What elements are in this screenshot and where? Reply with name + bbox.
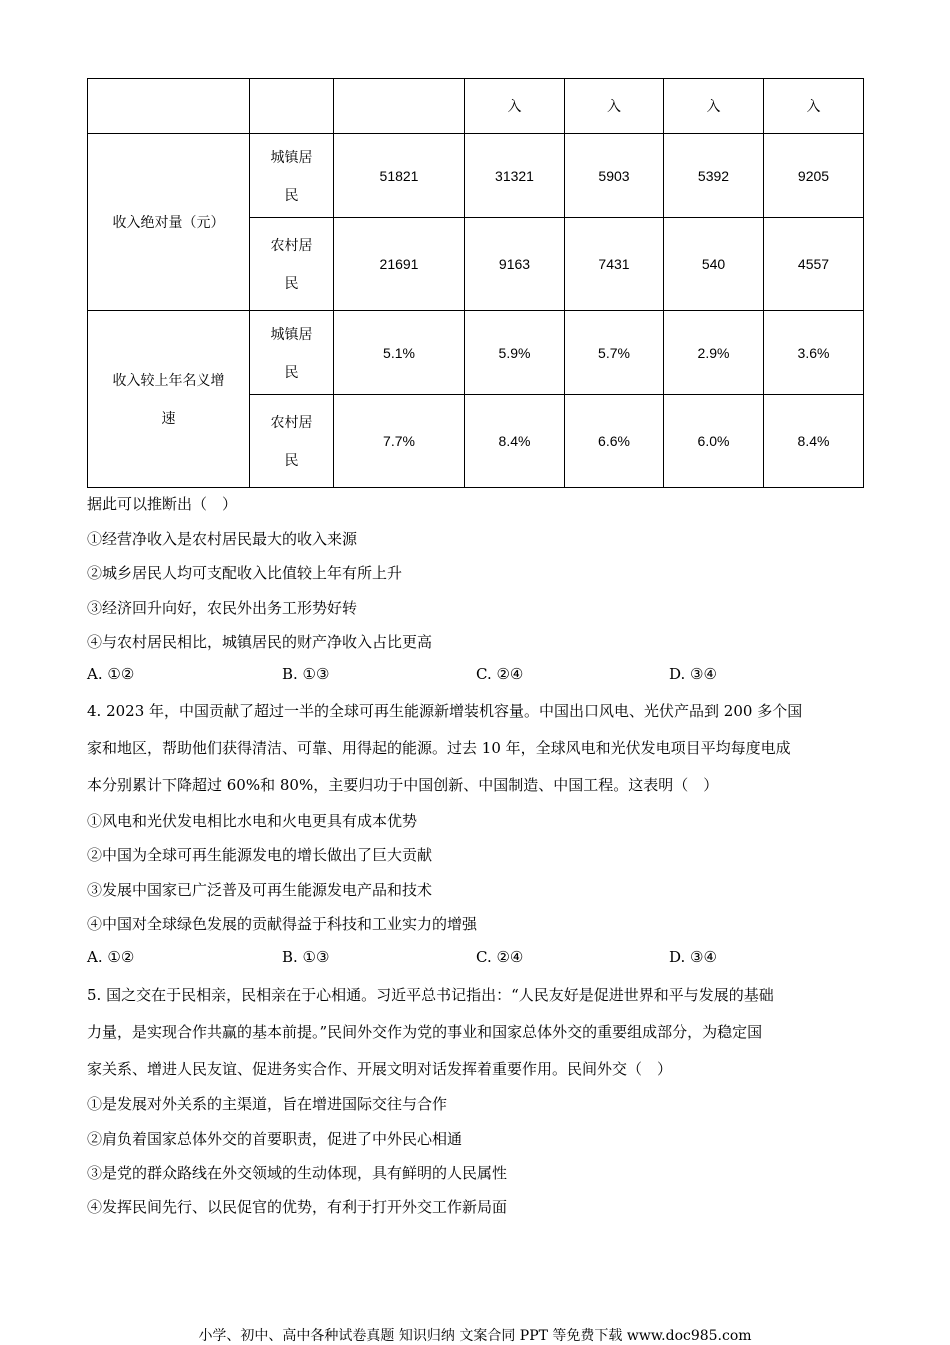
table-cell: 2.9% xyxy=(664,311,764,395)
q5-statement: ④发挥民间先行、以民促官的优势，有利于打开外交工作新局面 xyxy=(87,1198,508,1216)
table-cell: 540 xyxy=(664,218,764,311)
table-cell: 9205 xyxy=(764,134,864,218)
q3-statement: ①经营净收入是农村居民最大的收入来源 xyxy=(87,530,358,548)
q5-stem-line: 力量，是实现合作共赢的基本前提。”民间外交作为党的事业和国家总体外交的重要组成部分，为稳定国 xyxy=(87,1023,763,1041)
option-b[interactable]: B. ①③ xyxy=(282,948,330,966)
option-d[interactable]: D. ③④ xyxy=(669,665,717,683)
table-cell: 8.4% xyxy=(764,395,864,488)
option-c[interactable]: C. ②④ xyxy=(476,665,524,683)
q5-stem-line: 家关系、增进人民友谊、促进务实合作、开展文明对话发挥着重要作用。民间外交（ ） xyxy=(87,1060,673,1078)
q5-statement: ①是发展对外关系的主渠道，旨在增进国际交往与合作 xyxy=(87,1095,448,1113)
table-cell: 4557 xyxy=(764,218,864,311)
header-cell: 入 xyxy=(664,79,764,134)
resident-type: 城镇居 民 xyxy=(250,134,334,218)
q3-stem: 据此可以推断出（ ） xyxy=(87,495,238,513)
table-row xyxy=(88,134,864,218)
header-cell: 入 xyxy=(764,79,864,134)
table-cell: 31321 xyxy=(465,134,565,218)
header-cell xyxy=(250,79,334,134)
q4-stem-line: 4. 2023 年，中国贡献了超过一半的全球可再生能源新增装机容量。中国出口风电、光伏产品到 200 多个国 xyxy=(87,702,803,720)
table-cell: 21691 xyxy=(334,218,465,311)
option-a[interactable]: A. ①② xyxy=(87,948,135,966)
group-label: 收入绝对量（元） xyxy=(88,134,250,311)
resident-type: 农村居 民 xyxy=(250,395,334,488)
header-cell xyxy=(334,79,465,134)
table-cell: 3.6% xyxy=(764,311,864,395)
q4-options xyxy=(87,948,867,968)
page-footer: 小学、初中、高中各种试卷真题 知识归纳 文案合同 PPT 等免费下载 www.doc985.com xyxy=(198,1328,752,1344)
q4-statement: ③发展中国家已广泛普及可再生能源发电产品和技术 xyxy=(87,881,433,899)
table-cell: 5.9% xyxy=(465,311,565,395)
resident-type: 农村居 民 xyxy=(250,218,334,311)
option-d[interactable]: D. ③④ xyxy=(669,948,717,966)
resident-type: 城镇居 民 xyxy=(250,311,334,395)
table-row xyxy=(88,311,864,395)
table-cell: 51821 xyxy=(334,134,465,218)
q3-statement: ②城乡居民人均可支配收入比值较上年有所上升 xyxy=(87,564,403,582)
header-cell: 入 xyxy=(465,79,565,134)
q5-statement: ②肩负着国家总体外交的首要职责，促进了中外民心相通 xyxy=(87,1130,463,1148)
q5-statement: ③是党的群众路线在外交领域的生动体现，具有鲜明的人民属性 xyxy=(87,1164,508,1182)
table-cell: 5903 xyxy=(565,134,664,218)
q3-statement: ③经济回升向好，农民外出务工形势好转 xyxy=(87,599,358,617)
table-cell: 9163 xyxy=(465,218,565,311)
q5-stem-line: 5. 国之交在于民相亲，民相亲在于心相通。习近平总书记指出：“人民友好是促进世界和平与发展的基础 xyxy=(87,986,774,1004)
table-cell: 5.7% xyxy=(565,311,664,395)
q4-stem-line: 家和地区，帮助他们获得清洁、可靠、用得起的能源。过去 10 年，全球风电和光伏发电项目平均每度电成 xyxy=(87,739,791,757)
q4-stem-line: 本分别累计下降超过 60%和 80%，主要归功于中国创新、中国制造、中国工程。这表明（ ） xyxy=(87,776,719,794)
table-cell: 8.4% xyxy=(465,395,565,488)
group-label: 收入较上年名义增 速 xyxy=(88,311,250,488)
header-cell xyxy=(88,79,250,134)
q4-statement: ④中国对全球绿色发展的贡献得益于科技和工业实力的增强 xyxy=(87,915,478,933)
table-cell: 7.7% xyxy=(334,395,465,488)
option-b[interactable]: B. ①③ xyxy=(282,665,330,683)
q4-statement: ②中国为全球可再生能源发电的增长做出了巨大贡献 xyxy=(87,846,433,864)
table-cell: 6.6% xyxy=(565,395,664,488)
q3-options xyxy=(87,665,867,685)
option-a[interactable]: A. ①② xyxy=(87,665,135,683)
table-cell: 5392 xyxy=(664,134,764,218)
income-table xyxy=(87,78,864,488)
q3-statement: ④与农村居民相比，城镇居民的财产净收入占比更高 xyxy=(87,633,433,651)
table-cell: 7431 xyxy=(565,218,664,311)
table-cell: 5.1% xyxy=(334,311,465,395)
table-header-row xyxy=(88,79,864,134)
table-cell: 6.0% xyxy=(664,395,764,488)
header-cell: 入 xyxy=(565,79,664,134)
q4-statement: ①风电和光伏发电相比水电和火电更具有成本优势 xyxy=(87,812,418,830)
option-c[interactable]: C. ②④ xyxy=(476,948,524,966)
